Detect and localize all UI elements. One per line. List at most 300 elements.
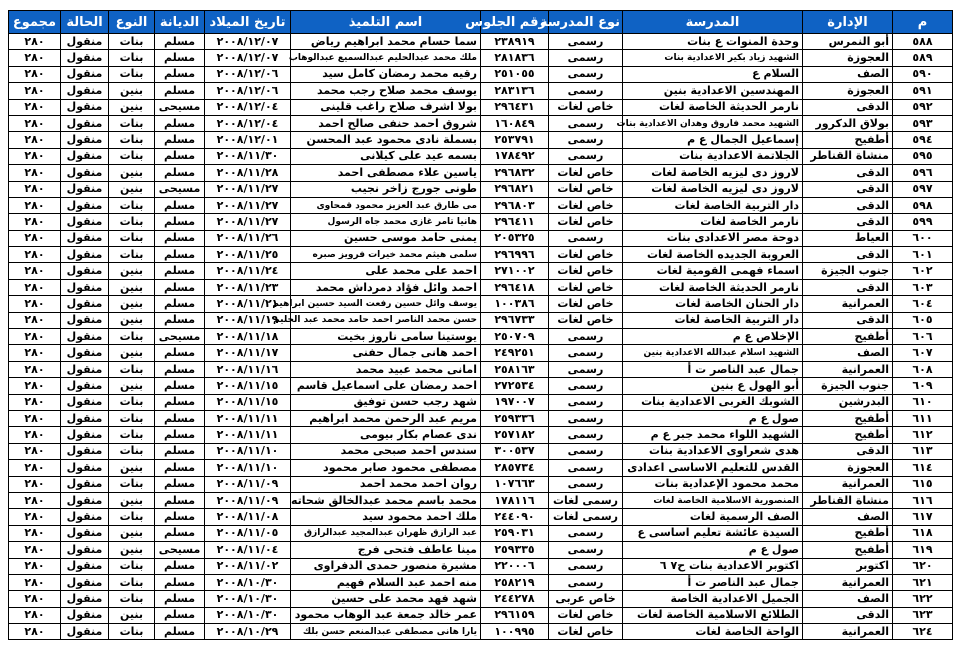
cell-religion: مسلم: [155, 394, 205, 410]
header-total: مجموع: [9, 11, 61, 34]
cell-administration: بولاق الدكرور: [803, 115, 893, 131]
cell-administration: العجوزة: [803, 50, 893, 66]
table-row: [9, 492, 953, 508]
cell-serial-number: ٥٩٣: [893, 115, 953, 131]
cell-gender: بنين: [109, 345, 155, 361]
cell-student-name: منه احمد عبد السلام فهيم: [291, 574, 481, 590]
cell-school-type: رسمى: [549, 410, 623, 426]
table-row: [9, 115, 953, 131]
cell-birth-date: ٢٠٠٨/١٢/٠٦: [205, 66, 291, 82]
cell-gender: بنات: [109, 34, 155, 50]
cell-seat-number: ١٧٨٤٩٢: [481, 148, 549, 164]
header-seat-number: رقم الجلوس: [481, 11, 549, 34]
cell-gender: بنات: [109, 361, 155, 377]
cell-status: منقول: [61, 230, 109, 246]
cell-school-type: خاص لغات: [549, 247, 623, 263]
cell-seat-number: ٢٥٠٧٠٩: [481, 329, 549, 345]
cell-birth-date: ٢٠٠٨/١١/٢٧: [205, 181, 291, 197]
cell-seat-number: ٢٥٨٢١٩: [481, 574, 549, 590]
table-row: [9, 427, 953, 443]
cell-administration: الصف: [803, 509, 893, 525]
cell-serial-number: ٦١٢: [893, 427, 953, 443]
students-sheet: [8, 10, 952, 658]
cell-gender: بنات: [109, 50, 155, 66]
cell-gender: بنات: [109, 329, 155, 345]
cell-student-name: احمد هانى جمال حفنى: [291, 345, 481, 361]
cell-school-name: الجميل الاعدادية الخاصة: [623, 591, 803, 607]
table-row: [9, 624, 953, 640]
cell-administration: الصف: [803, 66, 893, 82]
cell-status: منقول: [61, 476, 109, 492]
cell-total: ٢٨٠: [9, 197, 61, 213]
table-row: [9, 197, 953, 213]
cell-total: ٢٨٠: [9, 509, 61, 525]
cell-school-name: دار التربية الخاصة لغات: [623, 197, 803, 213]
cell-serial-number: ٦٢٠: [893, 558, 953, 574]
cell-student-name: مشيرة منصور حمدى الدفراوى: [291, 558, 481, 574]
cell-school-type: رسمى: [549, 361, 623, 377]
cell-total: ٢٨٠: [9, 427, 61, 443]
cell-student-name: بولا اشرف صلاح راغب قلينى: [291, 99, 481, 115]
table-row: [9, 263, 953, 279]
cell-birth-date: ٢٠٠٨/١٢/٠٦: [205, 83, 291, 99]
table-row: [9, 329, 953, 345]
cell-religion: مسلم: [155, 427, 205, 443]
cell-religion: مسلم: [155, 525, 205, 541]
cell-student-name: سما حسام محمد ابراهيم رياض: [291, 34, 481, 50]
cell-school-name: لاروز دى ليزيه الخاصة لغات: [623, 165, 803, 181]
cell-status: منقول: [61, 345, 109, 361]
cell-seat-number: ٢٥٩٣٣٦: [481, 410, 549, 426]
cell-serial-number: ٦٠٠: [893, 230, 953, 246]
cell-religion: مسلم: [155, 165, 205, 181]
cell-total: ٢٨٠: [9, 34, 61, 50]
cell-school-name: اكتوبر الاعدادية بنات ح٧ ٦: [623, 558, 803, 574]
table-row: [9, 443, 953, 459]
table-row: [9, 542, 953, 558]
table-row: [9, 361, 953, 377]
cell-administration: أطفيح: [803, 525, 893, 541]
cell-total: ٢٨٠: [9, 624, 61, 640]
cell-religion: مسلم: [155, 34, 205, 50]
students-table: [8, 10, 953, 640]
cell-seat-number: ١٩٧٠٠٧: [481, 394, 549, 410]
cell-gender: بنات: [109, 132, 155, 148]
cell-administration: اكتوبر: [803, 558, 893, 574]
cell-student-name: سندس احمد صبحى محمد: [291, 443, 481, 459]
cell-gender: بنات: [109, 574, 155, 590]
cell-school-type: رسمى: [549, 34, 623, 50]
cell-birth-date: ٢٠٠٨/١١/٠٢: [205, 558, 291, 574]
cell-total: ٢٨٠: [9, 230, 61, 246]
cell-serial-number: ٦٠٣: [893, 279, 953, 295]
cell-serial-number: ٦٢٢: [893, 591, 953, 607]
cell-religion: مسلم: [155, 66, 205, 82]
header-school-name: المدرسة: [623, 11, 803, 34]
cell-school-type: رسمى: [549, 574, 623, 590]
cell-administration: الدقى: [803, 99, 893, 115]
table-row: [9, 181, 953, 197]
cell-seat-number: ١٦٠٨٤٩: [481, 115, 549, 131]
cell-gender: بنات: [109, 591, 155, 607]
cell-status: منقول: [61, 525, 109, 541]
cell-birth-date: ٢٠٠٨/١٠/٢٩: [205, 624, 291, 640]
cell-seat-number: ١٠٠٩٩٥: [481, 624, 549, 640]
cell-gender: بنات: [109, 624, 155, 640]
cell-seat-number: ١٧٨١١٦: [481, 492, 549, 508]
cell-gender: بنات: [109, 509, 155, 525]
cell-total: ٢٨٠: [9, 410, 61, 426]
cell-school-type: رسمى: [549, 558, 623, 574]
cell-birth-date: ٢٠٠٨/١١/٠٤: [205, 542, 291, 558]
cell-gender: بنين: [109, 181, 155, 197]
cell-status: منقول: [61, 263, 109, 279]
cell-gender: بنين: [109, 279, 155, 295]
cell-birth-date: ٢٠٠٨/١١/١٥: [205, 394, 291, 410]
cell-gender: بنين: [109, 99, 155, 115]
cell-religion: مسلم: [155, 591, 205, 607]
cell-seat-number: ٢٤٤٠٩٠: [481, 509, 549, 525]
table-row: [9, 247, 953, 263]
cell-school-type: رسمى لغات: [549, 492, 623, 508]
cell-school-name: السيدة عائشة تعليم اساسى ع: [623, 525, 803, 541]
cell-birth-date: ٢٠٠٨/١١/٢٧: [205, 197, 291, 213]
cell-serial-number: ٦١٥: [893, 476, 953, 492]
cell-total: ٢٨٠: [9, 525, 61, 541]
cell-school-type: خاص لغات: [549, 312, 623, 328]
cell-school-type: خاص عربى: [549, 591, 623, 607]
cell-student-name: رقيه محمد رمضان كامل سيد: [291, 66, 481, 82]
cell-administration: الدقى: [803, 165, 893, 181]
cell-school-type: رسمى: [549, 345, 623, 361]
cell-student-name: يوستينا سامى ناروز بخيت: [291, 329, 481, 345]
cell-religion: مسلم: [155, 296, 205, 312]
cell-school-name: إسماعيل الجمال ع م: [623, 132, 803, 148]
cell-gender: بنين: [109, 165, 155, 181]
cell-seat-number: ٢٥٧١٨٢: [481, 427, 549, 443]
header-serial-number: م: [893, 11, 953, 34]
cell-administration: أطفيح: [803, 427, 893, 443]
cell-total: ٢٨٠: [9, 378, 61, 394]
cell-birth-date: ٢٠٠٨/١١/٢٥: [205, 247, 291, 263]
cell-administration: العمرانية: [803, 361, 893, 377]
cell-birth-date: ٢٠٠٨/١١/٠٩: [205, 476, 291, 492]
cell-total: ٢٨٠: [9, 443, 61, 459]
cell-school-name: الطلائع الاسلامية الخاصة لغات: [623, 607, 803, 623]
cell-total: ٢٨٠: [9, 492, 61, 508]
table-row: [9, 591, 953, 607]
cell-birth-date: ٢٠٠٨/١١/١١: [205, 410, 291, 426]
cell-school-type: رسمى: [549, 542, 623, 558]
cell-school-name: أبو الهول ع بنين: [623, 378, 803, 394]
cell-religion: مسلم: [155, 197, 205, 213]
cell-student-name: سلمى هيثم محمد خيرات فرويز صبره: [291, 247, 481, 263]
cell-status: منقول: [61, 427, 109, 443]
cell-serial-number: ٦١٩: [893, 542, 953, 558]
cell-birth-date: ٢٠٠٨/١١/٠٥: [205, 525, 291, 541]
cell-birth-date: ٢٠٠٨/١١/٢٣: [205, 279, 291, 295]
cell-seat-number: ٢٩٦٧٣٣: [481, 312, 549, 328]
cell-total: ٢٨٠: [9, 247, 61, 263]
cell-status: منقول: [61, 378, 109, 394]
cell-status: منقول: [61, 99, 109, 115]
cell-administration: العمرانية: [803, 574, 893, 590]
cell-status: منقول: [61, 312, 109, 328]
cell-administration: العجوزة: [803, 83, 893, 99]
cell-school-name: الإخلاص ع م: [623, 329, 803, 345]
cell-serial-number: ٥٩٧: [893, 181, 953, 197]
table-row: [9, 312, 953, 328]
cell-religion: مسلم: [155, 460, 205, 476]
cell-birth-date: ٢٠٠٨/١١/١٧: [205, 345, 291, 361]
table-row: [9, 296, 953, 312]
cell-birth-date: ٢٠٠٨/١١/١٠: [205, 460, 291, 476]
table-row: [9, 476, 953, 492]
cell-seat-number: ١٠٧٦٦٣: [481, 476, 549, 492]
cell-school-name: المهندسين الاعدادية بنين: [623, 83, 803, 99]
cell-school-type: خاص لغات: [549, 624, 623, 640]
cell-status: منقول: [61, 394, 109, 410]
table-row: [9, 509, 953, 525]
cell-student-name: روان احمد محمد احمد: [291, 476, 481, 492]
cell-status: منقول: [61, 574, 109, 590]
cell-student-name: ندى عصام بكار بيومى: [291, 427, 481, 443]
table-body: [9, 34, 953, 640]
cell-serial-number: ٦١٣: [893, 443, 953, 459]
cell-student-name: مريم عبد الرحمن محمد ابراهيم: [291, 410, 481, 426]
cell-administration: الدقى: [803, 214, 893, 230]
cell-seat-number: ٢٥١٠٥٥: [481, 66, 549, 82]
table-row: [9, 214, 953, 230]
table-row: [9, 525, 953, 541]
cell-seat-number: ٢٩٦٤٣١: [481, 99, 549, 115]
cell-religion: مسلم: [155, 558, 205, 574]
cell-seat-number: ٢٥٩٠٣١: [481, 525, 549, 541]
cell-serial-number: ٥٩٨: [893, 197, 953, 213]
table-row: [9, 50, 953, 66]
cell-seat-number: ٢٩٦٨٢١: [481, 181, 549, 197]
table-row: [9, 558, 953, 574]
table-row: [9, 165, 953, 181]
cell-status: منقول: [61, 542, 109, 558]
header-school-type: نوع المدرسة: [549, 11, 623, 34]
cell-status: منقول: [61, 492, 109, 508]
cell-seat-number: ٣٠٠٥٣٧: [481, 443, 549, 459]
cell-serial-number: ٥٨٨: [893, 34, 953, 50]
cell-school-name: محمد محمود الإعدادية بنات: [623, 476, 803, 492]
cell-seat-number: ٢٩٦٨٣٢: [481, 165, 549, 181]
cell-student-name: يوسف وائل حسين رفعت السيد حسين ابراهيم: [291, 296, 481, 312]
cell-student-name: امانى محمد عبيد محمد: [291, 361, 481, 377]
cell-status: منقول: [61, 410, 109, 426]
cell-status: منقول: [61, 247, 109, 263]
cell-seat-number: ٢٨٥٧٣٤: [481, 460, 549, 476]
cell-status: منقول: [61, 214, 109, 230]
cell-serial-number: ٦١٦: [893, 492, 953, 508]
cell-administration: أطفيح: [803, 329, 893, 345]
cell-school-name: صول ع م: [623, 410, 803, 426]
cell-religion: مسلم: [155, 132, 205, 148]
cell-birth-date: ٢٠٠٨/١٢/٠٧: [205, 34, 291, 50]
cell-status: منقول: [61, 279, 109, 295]
table-row: [9, 345, 953, 361]
cell-religion: مسلم: [155, 230, 205, 246]
cell-school-type: رسمى: [549, 460, 623, 476]
cell-status: منقول: [61, 296, 109, 312]
cell-administration: العياط: [803, 230, 893, 246]
cell-status: منقول: [61, 509, 109, 525]
cell-birth-date: ٢٠٠٨/١١/١١: [205, 427, 291, 443]
cell-administration: الدقى: [803, 443, 893, 459]
cell-total: ٢٨٠: [9, 83, 61, 99]
cell-serial-number: ٦٠١: [893, 247, 953, 263]
cell-gender: بنات: [109, 115, 155, 131]
cell-seat-number: ٢٩٦١٥٩: [481, 607, 549, 623]
cell-birth-date: ٢٠٠٨/١١/٢٨: [205, 165, 291, 181]
cell-total: ٢٨٠: [9, 329, 61, 345]
header-gender: النوع: [109, 11, 155, 34]
cell-serial-number: ٦٠٩: [893, 378, 953, 394]
cell-seat-number: ٢٤٩٢٥١: [481, 345, 549, 361]
cell-administration: الدقى: [803, 247, 893, 263]
cell-seat-number: ٢٨١٨٣٦: [481, 50, 549, 66]
cell-student-name: يارا هانى مصطفى عبدالمنعم حسن بلك: [291, 624, 481, 640]
cell-student-name: مصطفى محمود صابر محمود: [291, 460, 481, 476]
cell-religion: مسلم: [155, 148, 205, 164]
cell-student-name: مى طارق عبد العزيز محمود قمحاوى: [291, 197, 481, 213]
cell-administration: منشاة القناطر: [803, 492, 893, 508]
cell-total: ٢٨٠: [9, 558, 61, 574]
cell-birth-date: ٢٠٠٨/١٢/٠٤: [205, 99, 291, 115]
cell-birth-date: ٢٠٠٨/١١/١٥: [205, 378, 291, 394]
cell-gender: بنين: [109, 607, 155, 623]
cell-student-name: يوسف محمد صلاح رجب محمد: [291, 83, 481, 99]
cell-school-name: المنصورية الاسلامية الخاصة لغات: [623, 492, 803, 508]
cell-total: ٢٨٠: [9, 361, 61, 377]
cell-serial-number: ٥٩٩: [893, 214, 953, 230]
cell-status: منقول: [61, 181, 109, 197]
cell-school-type: رسمى: [549, 427, 623, 443]
cell-religion: مسلم: [155, 214, 205, 230]
cell-total: ٢٨٠: [9, 591, 61, 607]
cell-student-name: شهد رجب حسن توفيق: [291, 394, 481, 410]
header-row: [9, 11, 953, 34]
cell-total: ٢٨٠: [9, 165, 61, 181]
cell-serial-number: ٦٢٤: [893, 624, 953, 640]
cell-school-type: رسمى: [549, 50, 623, 66]
cell-serial-number: ٦١٧: [893, 509, 953, 525]
cell-birth-date: ٢٠٠٨/١١/٢٤: [205, 263, 291, 279]
cell-gender: بنات: [109, 214, 155, 230]
cell-total: ٢٨٠: [9, 181, 61, 197]
cell-seat-number: ٢٨٣١٣٦: [481, 83, 549, 99]
cell-student-name: محمد باسم محمد عبدالخالق شحاته: [291, 492, 481, 508]
cell-total: ٢٨٠: [9, 312, 61, 328]
cell-birth-date: ٢٠٠٨/١١/٠٨: [205, 509, 291, 525]
table-row: [9, 34, 953, 50]
cell-school-name: نارمر الخاصة لغات: [623, 214, 803, 230]
cell-gender: بنين: [109, 83, 155, 99]
header-religion: الديانة: [155, 11, 205, 34]
cell-seat-number: ٢٣٨٩١٩: [481, 34, 549, 50]
table-row: [9, 132, 953, 148]
cell-school-name: اسماء فهمى القومية لغات: [623, 263, 803, 279]
cell-administration: البدرشين: [803, 394, 893, 410]
cell-school-name: صول ع م: [623, 542, 803, 558]
cell-total: ٢٨٠: [9, 394, 61, 410]
cell-serial-number: ٥٩٠: [893, 66, 953, 82]
cell-student-name: شروق احمد حنفى صالح احمد: [291, 115, 481, 131]
cell-birth-date: ٢٠٠٨/١١/٠٩: [205, 492, 291, 508]
cell-religion: مسلم: [155, 279, 205, 295]
cell-administration: العمرانية: [803, 296, 893, 312]
cell-student-name: بسمه عيد على كيلانى: [291, 148, 481, 164]
cell-religion: مسلم: [155, 492, 205, 508]
cell-status: منقول: [61, 591, 109, 607]
cell-religion: مسيحى: [155, 329, 205, 345]
cell-gender: بنات: [109, 394, 155, 410]
cell-religion: مسلم: [155, 410, 205, 426]
cell-school-name: الصف الرسمية لغات: [623, 509, 803, 525]
cell-gender: بنات: [109, 247, 155, 263]
cell-serial-number: ٥٩١: [893, 83, 953, 99]
cell-status: منقول: [61, 197, 109, 213]
cell-seat-number: ٢٥٨١٦٣: [481, 361, 549, 377]
cell-seat-number: ٢٧١٠٠٢: [481, 263, 549, 279]
cell-administration: الدقى: [803, 197, 893, 213]
cell-total: ٢٨٠: [9, 296, 61, 312]
cell-school-type: خاص لغات: [549, 165, 623, 181]
cell-status: منقول: [61, 34, 109, 50]
cell-student-name: شهد فهد محمد على حسين: [291, 591, 481, 607]
cell-birth-date: ٢٠٠٨/١١/٣٠: [205, 148, 291, 164]
cell-birth-date: ٢٠٠٨/١٢/٠٤: [205, 115, 291, 131]
cell-birth-date: ٢٠٠٨/١١/١٦: [205, 361, 291, 377]
cell-administration: العمرانية: [803, 476, 893, 492]
cell-status: منقول: [61, 165, 109, 181]
cell-seat-number: ٢٩٦٤١٨: [481, 279, 549, 295]
cell-student-name: ياسين علاء مصطفى احمد: [291, 165, 481, 181]
cell-serial-number: ٦١٠: [893, 394, 953, 410]
cell-birth-date: ٢٠٠٨/١١/٢٧: [205, 214, 291, 230]
cell-student-name: طونى جورج زاخر نجيب: [291, 181, 481, 197]
cell-student-name: احمد رمضان على اسماعيل قاسم: [291, 378, 481, 394]
cell-administration: العمرانية: [803, 624, 893, 640]
cell-religion: مسيحى: [155, 181, 205, 197]
cell-student-name: عبد الرازق ظهران عبدالمجيد عبدالرازق: [291, 525, 481, 541]
cell-status: منقول: [61, 83, 109, 99]
cell-religion: مسلم: [155, 378, 205, 394]
cell-religion: مسيحى: [155, 542, 205, 558]
cell-school-type: خاص لغات: [549, 263, 623, 279]
cell-total: ٢٨٠: [9, 132, 61, 148]
cell-school-name: السلام ع: [623, 66, 803, 82]
cell-total: ٢٨٠: [9, 345, 61, 361]
cell-gender: بنين: [109, 492, 155, 508]
cell-religion: مسيحى: [155, 99, 205, 115]
cell-birth-date: ٢٠٠٨/١١/٢٦: [205, 230, 291, 246]
cell-total: ٢٨٠: [9, 607, 61, 623]
cell-gender: بنات: [109, 476, 155, 492]
cell-gender: بنين: [109, 312, 155, 328]
cell-total: ٢٨٠: [9, 66, 61, 82]
cell-status: منقول: [61, 50, 109, 66]
cell-birth-date: ٢٠٠٨/١١/٢١: [205, 296, 291, 312]
cell-school-type: رسمى: [549, 394, 623, 410]
cell-school-type: رسمى: [549, 115, 623, 131]
cell-school-name: الشهيد اللواء محمد جبر ع م: [623, 427, 803, 443]
table-row: [9, 378, 953, 394]
